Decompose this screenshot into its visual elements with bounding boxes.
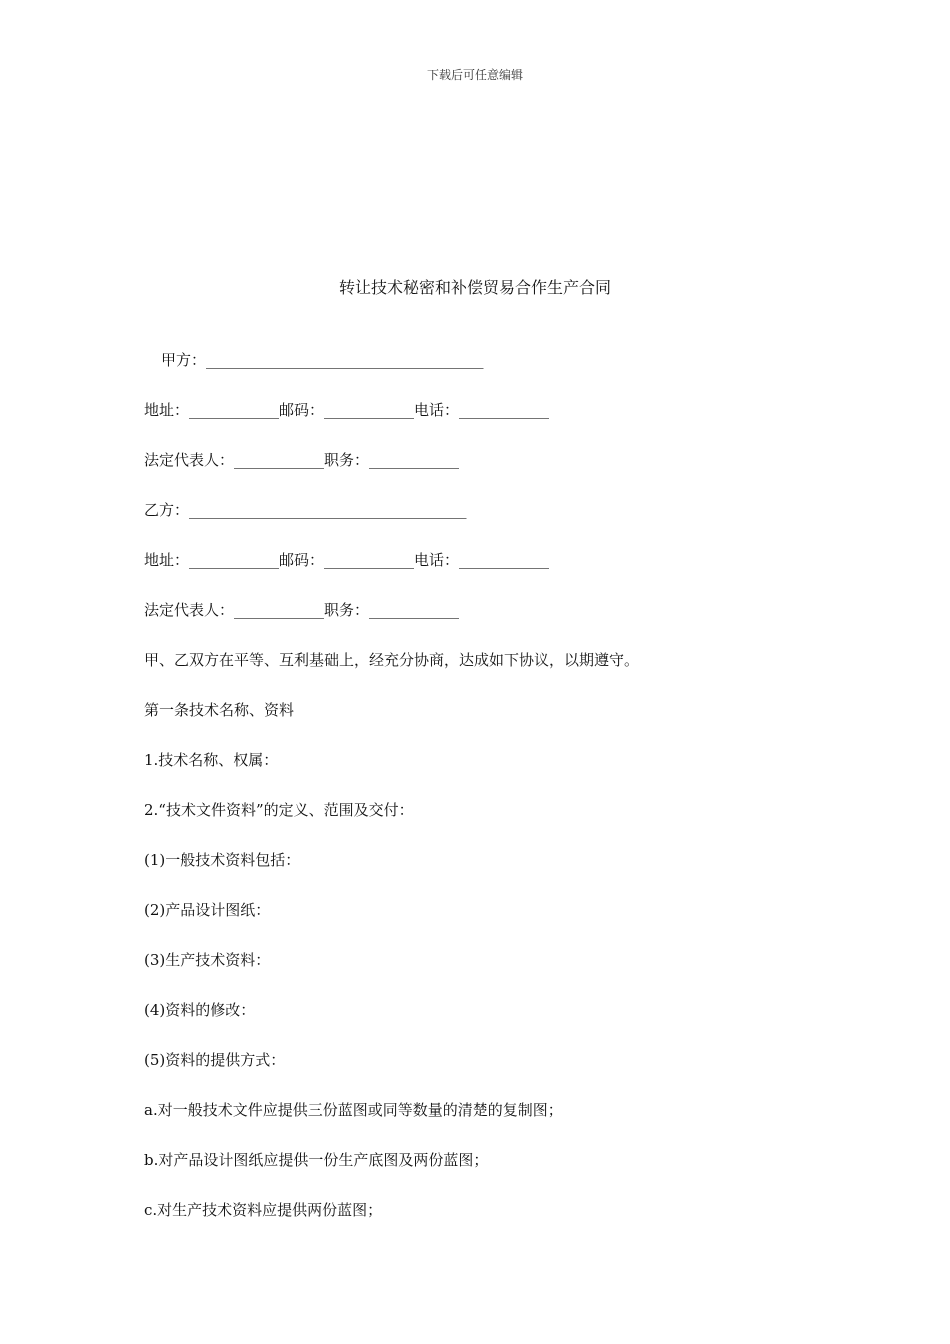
party-b-line: 乙方：_____________________________________: [144, 501, 467, 519]
document-body: [144, 348, 844, 1248]
clause-2-item-5: (5)资料的提供方式：: [144, 1051, 286, 1069]
header-note: 下载后可任意编辑: [426, 68, 523, 82]
party-b-representative-line: 法定代表人：____________职务：____________: [144, 601, 460, 619]
preamble-paragraph: 甲、乙双方在平等、互利基础上，经充分协商，达成如下协议，以期遵守。: [144, 651, 640, 669]
clause-2-item-3: (3)生产技术资料：: [144, 951, 271, 969]
clause-2-item-4: (4)资料的修改：: [144, 1001, 256, 1019]
party-a-line: 甲方：_____________________________________: [161, 351, 484, 369]
clause-1: 1.技术名称、权属：: [144, 751, 279, 769]
party-b-address-line: 地址：____________邮码：____________电话：____________: [144, 551, 550, 569]
provision-a: a.对一般技术文件应提供三份蓝图或同等数量的清楚的复制图；: [144, 1101, 563, 1119]
provision-b: b.对产品设计图纸应提供一份生产底图及两份蓝图；: [144, 1151, 489, 1169]
party-a-address-line: 地址：____________邮码：____________电话：____________: [144, 401, 550, 419]
clause-2-item-1: (1)一般技术资料包括：: [144, 851, 301, 869]
clause-2-item-2: (2)产品设计图纸：: [144, 901, 271, 919]
article-1-heading: 第一条技术名称、资料: [144, 701, 295, 719]
clause-2: 2.“技术文件资料”的定义、范围及交付：: [144, 801, 414, 819]
provision-c: c.对生产技术资料应提供两份蓝图；: [144, 1201, 383, 1219]
party-a-representative-line: 法定代表人：____________职务：____________: [144, 451, 460, 469]
document-title: 转让技术秘密和补偿贸易合作生产合同: [338, 278, 611, 297]
